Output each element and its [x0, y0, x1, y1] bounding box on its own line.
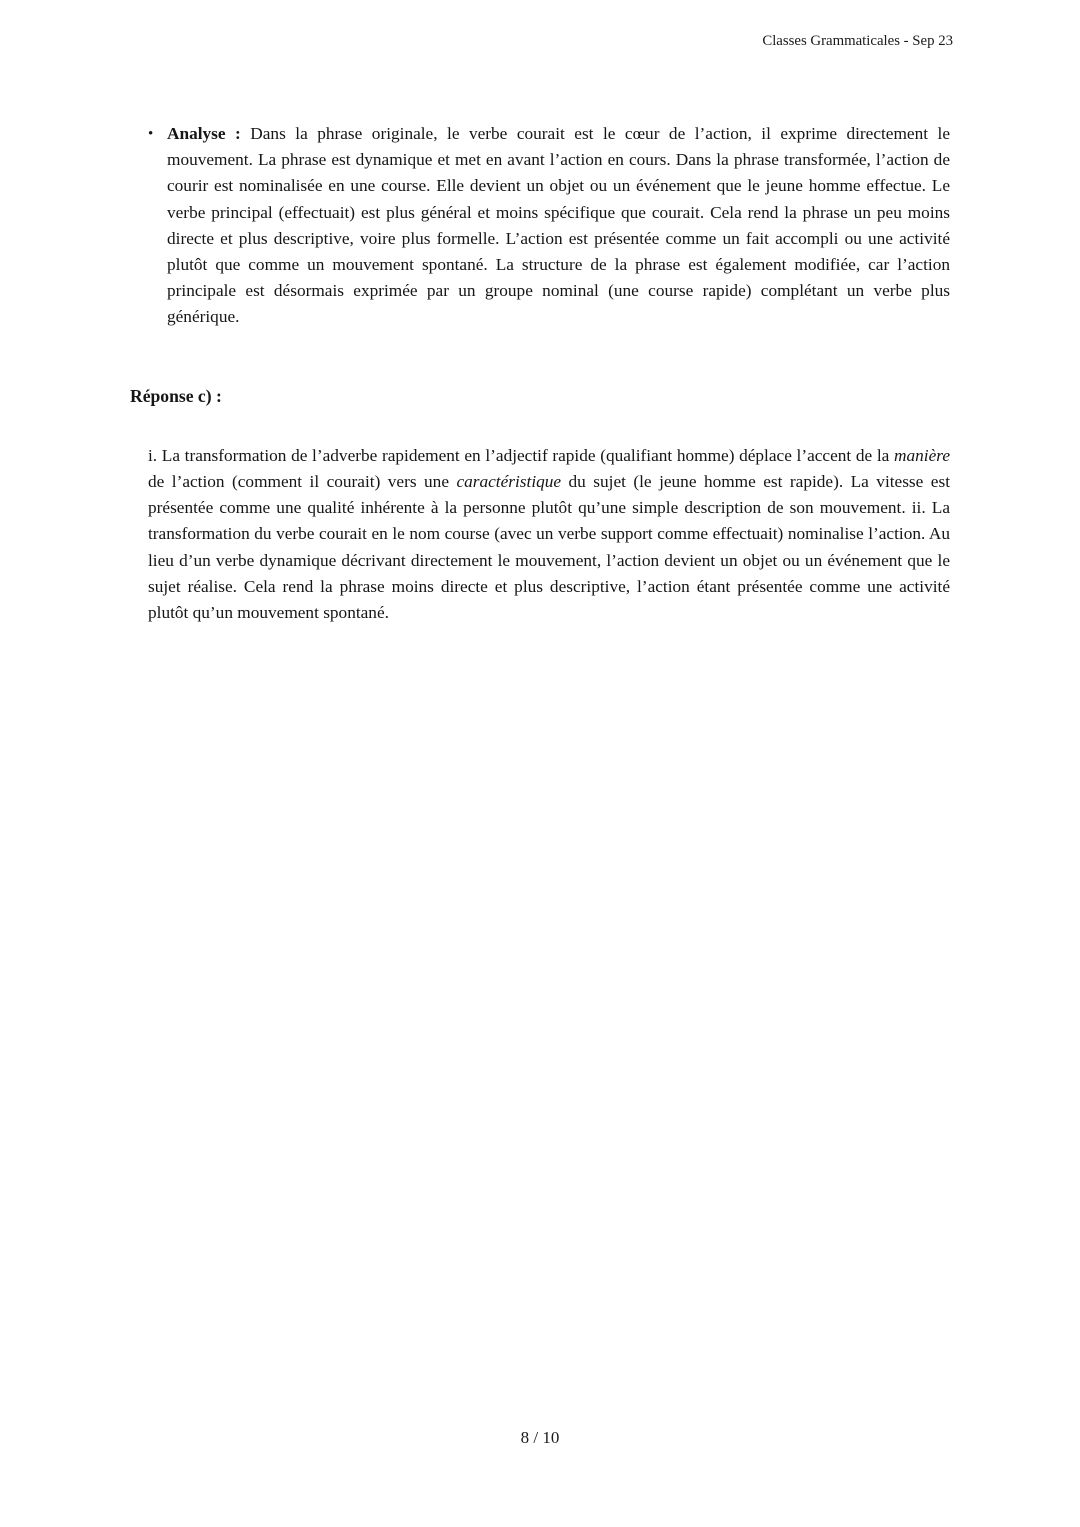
page-number: 8 / 10 [520, 1428, 560, 1447]
page-content [130, 121, 950, 626]
header-title: Classes Grammaticales - Sep 23 [762, 33, 953, 49]
text-segment-italic: manière [894, 445, 950, 465]
analyse-bullet-item [130, 121, 950, 331]
page-footer [0, 1428, 1080, 1448]
bullet-icon: • [148, 126, 154, 142]
analyse-paragraph [167, 121, 950, 331]
text-segment-bold: Analyse : [167, 124, 251, 143]
text-segment-normal: i. La transformation de l’adverbe rapidement en l’adjectif rapide (qualifiant homme) déplace l’accent de la [148, 445, 894, 465]
reponse-c-heading: Réponse c) : [130, 385, 222, 406]
page-header [130, 31, 953, 51]
text-segment-normal: du sujet (le jeune homme est rapide). La vitesse est présentée comme une qualité inhérente à la personne plutôt qu’une simple description de son mouvement. ii. La transformation du verbe courait en le nom course (avec un verbe support comme effectuait) nominalise l’action. Au lieu d’un verbe dynamique décrivant directement le mouvement, l’action devient un objet ou un événement que le sujet réalise. Cela rend la phrase moins directe et plus descriptive, l’action étant présentée comme une activité plutôt qu’un mouvement spontané. [148, 472, 950, 623]
reponse-c-paragraph [130, 443, 950, 626]
text-segment-normal: de l’action (comment il courait) vers une [148, 472, 457, 492]
text-segment-normal: Dans la phrase originale, le verbe courait est le cœur de l’action, il exprime directement le mouvement. La phrase est dynamique et met en avant l’action en cours. Dans la phrase transformée, l’action de courir est nominalisée en une course. Elle devient un objet ou un événement que le jeune homme effectue. Le verbe principal (effectuait) est plus général et moins spécifique que courait. Cela rend la phrase un peu moins directe et plus descriptive, voire plus formelle. L’action est présentée comme un fait accompli ou une activité plutôt que comme un mouvement spontané. La structure de la phrase est également modifiée, car l’action principale est désormais exprimée par un groupe nominal (une course rapide) complétant un verbe plus générique. [167, 124, 950, 327]
text-segment-italic: caractéristique [456, 472, 562, 492]
